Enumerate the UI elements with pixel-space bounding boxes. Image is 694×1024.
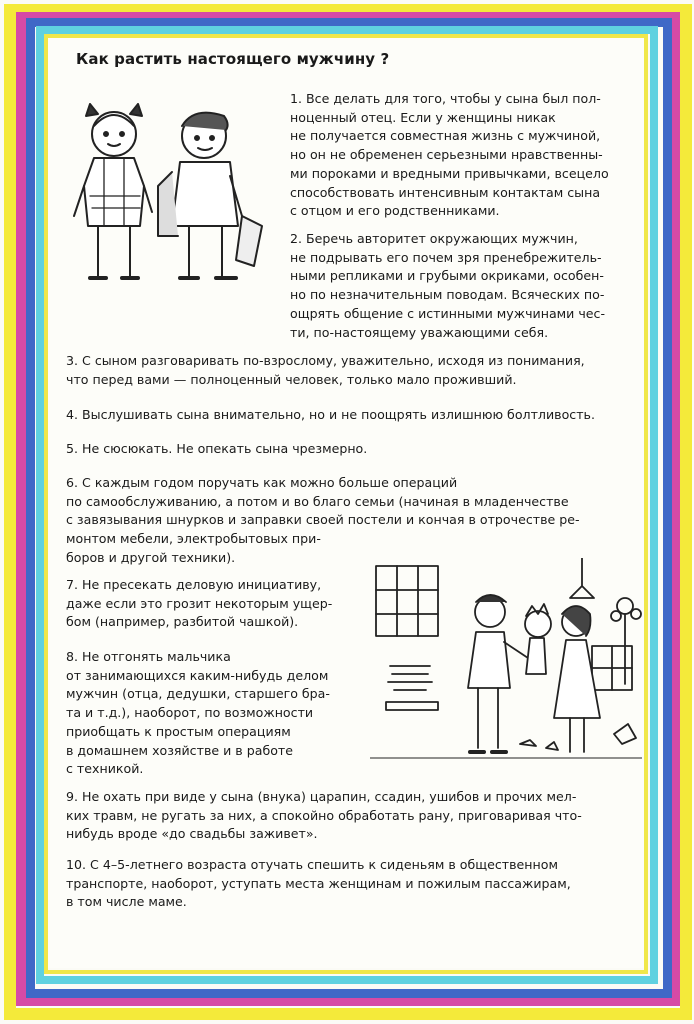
paragraph-3: 3. С сыном разговаривать по-взрослому, уважительно, исходя из понимания, что перед вами — полноценный человек, только мало проживший. <box>66 353 585 387</box>
paragraph-4: 4. Выслушивать сына внимательно, но и не поощрять излишнюю болтливость. <box>66 407 595 422</box>
family-kitchen-illustration <box>370 558 642 763</box>
paragraph-1: 1. Все делать для того, чтобы у сына был пол- ноценный отец. Если у женщины никак не получается совместная жизнь с мужчиной, но он не обременен серьезными нравственны- ми пороками и вредными привычками, всецело способствовать интенсивным контактам сына с отцом и его родственниками. <box>290 91 609 219</box>
paragraph-5: 5. Не сюсюкать. Не опекать сына чрезмерно. <box>66 441 368 456</box>
paragraph-9: 9. Не охать при виде у сына (внука) царапин, ссадин, ушибов и прочих мел- ких травм, не ругать за них, а спокойно обработать рану, приговаривая что- нибудь вроде «до свадьбы заживет». <box>66 789 582 842</box>
document-page <box>48 38 644 968</box>
paragraph-6: 6. С каждым годом поручать как можно больше операций по самообслуживанию, а потом и во благо семьи (начиная в младенчестве с завязывания шнурков и заправки своей постели и кончая в отрочестве ре- монтом мебели, электробытовых при- боров и другой техники). <box>66 475 580 565</box>
paragraph-8: 8. Не отгонять мальчика от занимающихся каким-нибудь делом мужчин (отца, дедушки, старшего бра- та и т.д.), наоборот, по возможности приобщать к простым операциям в домашнем хозяйстве и в работе с техникой. <box>66 649 330 777</box>
children-illustration <box>54 86 279 336</box>
paragraph-10: 10. С 4–5-летнего возраста отучать спешить к сиденьям в общественном транспорте, наоборот, уступать места женщинам и пожилым пассажирам, в том числе маме. <box>66 857 571 910</box>
paragraph-2: 2. Беречь авторитет окружающих мужчин, не подрывать его почем зря пренебрежитель- ными репликами и грубыми окриками, особен- но по незначительным поводам. Всяческих по- ощрять общение с истинными мужчинами чес- ти, по-настоящему уважающими себя. <box>290 231 606 340</box>
paragraph-7: 7. Не пресекать деловую инициативу, даже если это грозит некоторым ущер- бом (например, разбитой чашкой). <box>66 577 333 630</box>
document-title: Как растить настоящего мужчину ? <box>76 50 390 68</box>
